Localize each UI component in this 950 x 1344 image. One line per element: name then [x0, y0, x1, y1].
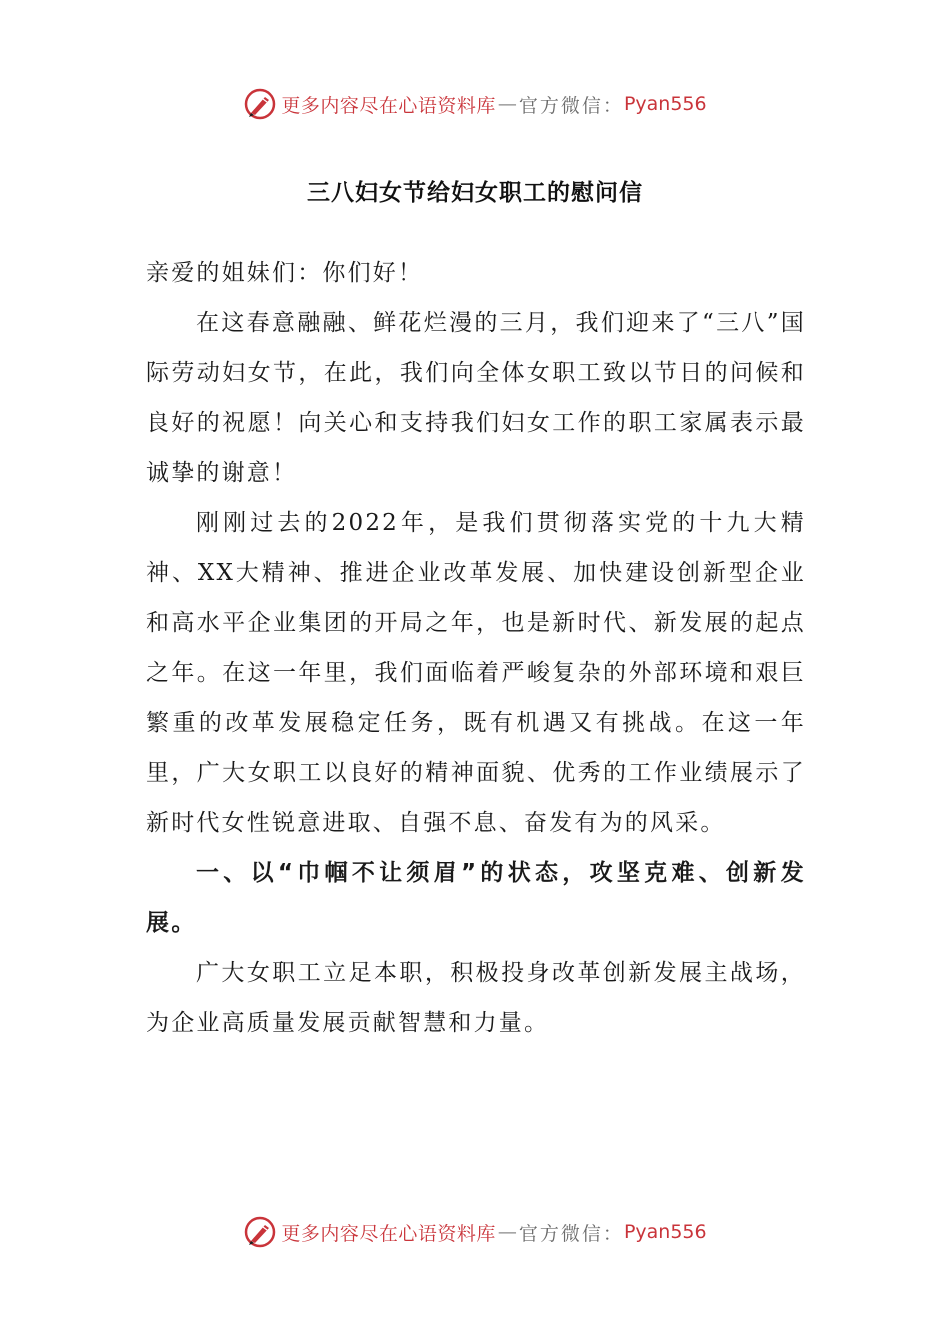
footer-banner: [0, 1212, 950, 1252]
banner-separator: —: [497, 1221, 517, 1243]
banner-separator: —: [497, 93, 517, 115]
banner-wechat-id: Pyan556: [623, 1221, 707, 1243]
pen-logo-icon: [243, 87, 277, 121]
banner-wechat-label: 官方微信：: [518, 1222, 624, 1245]
salutation: 亲爱的姐妹们：你们好！: [146, 260, 424, 286]
banner-promo-text: 更多内容尽在心语资料库: [281, 94, 496, 117]
document-body: [146, 248, 806, 1048]
pen-logo-icon: [243, 1215, 277, 1249]
document-title: 三八妇女节给妇女职工的慰问信: [307, 180, 643, 206]
header-banner: [0, 84, 950, 124]
section-heading: 一、以“巾帼不让须眉”的状态，攻坚克难、创新发展。: [146, 860, 806, 936]
banner-promo-text: 更多内容尽在心语资料库: [281, 1222, 496, 1245]
banner-wechat-label: 官方微信：: [518, 94, 624, 117]
body-paragraph-2: 刚刚过去的2022年，是我们贯彻落实党的十九大精神、XX大精神、推进企业改革发展、加快建设创新型企业和高水平企业集团的开局之年，也是新时代、新发展的起点之年。在这一年里，我们面临着严峻复杂的外部环境和艰巨繁重的改革发展稳定任务，既有机遇又有挑战。在这一年里，广大女职工以良好的精神面貌、优秀的工作业绩展示了新时代女性锐意进取、自强不息、奋发有为的风采。: [146, 510, 806, 836]
body-paragraph-1: 在这春意融融、鲜花烂漫的三月，我们迎来了“三八”国际劳动妇女节，在此，我们向全体女职工致以节日的问候和良好的祝愿！向关心和支持我们妇女工作的职工家属表示最诚挚的谢意！: [146, 310, 806, 486]
section-paragraph: 广大女职工立足本职，积极投身改革创新发展主战场，为企业高质量发展贡献智慧和力量。: [146, 960, 806, 1036]
banner-wechat-id: Pyan556: [623, 93, 707, 115]
